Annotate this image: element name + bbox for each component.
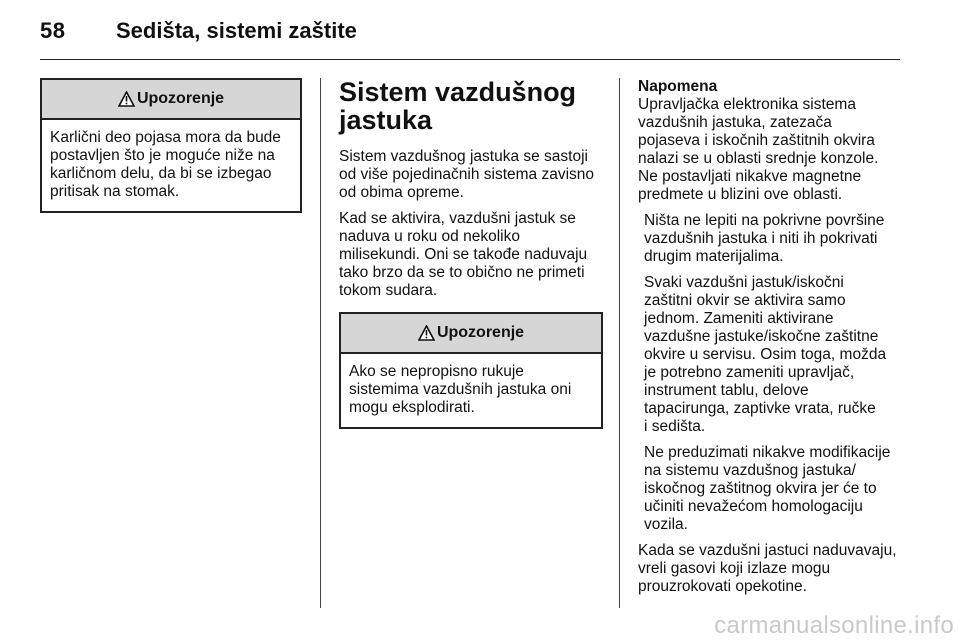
note-paragraph: Ništa ne lepiti na pokrivne površine vazdušnih jastuka i niti ih pokrivati drugim materijalima.: [644, 212, 885, 265]
page-number: 58: [40, 18, 66, 43]
warning-triangle-icon: [418, 325, 435, 341]
text-line: pritisak na stomak.: [50, 183, 180, 200]
note-indented-block: [638, 212, 910, 534]
title-line: jastuka: [339, 105, 433, 135]
running-head: Sedišta, sistemi zaštite: [116, 18, 357, 43]
header-rule: [40, 59, 900, 60]
text-line: sistemima vazdušnih jastuka oni: [349, 381, 572, 398]
section-title: [339, 78, 603, 134]
note-intro: Upravljačka elektronika sistema vazdušnih jastuka, zatezača pojaseva i iskočnih zaštitnih okvira nalazi se u oblasti srednje konzole. Ne postavljati nikakve magnetne predmete u blizini ove oblasti.: [638, 96, 879, 203]
text-line: postavljen što je moguće niže na: [50, 147, 275, 164]
warning-box-airbag: [339, 312, 603, 429]
paragraph: Kada se vazdušni jastuci naduvavaju, vreli gasovi koji izlaze mogu prouzrokovati opekotine.: [638, 542, 897, 595]
title-line: Sistem vazdušnog: [339, 77, 577, 107]
warning-text: [341, 354, 601, 427]
text-line: Karlični deo pojasa mora da bude: [50, 129, 281, 146]
paragraph: Sistem vazdušnog jastuka se sastoji od više pojedinačnih sistema zavisno od obima opreme.: [339, 148, 595, 201]
middle-column: [339, 78, 603, 429]
warning-box-header: [42, 80, 300, 120]
warning-box-seatbelt: [40, 78, 302, 213]
warning-triangle-icon: [118, 91, 135, 107]
paragraph: Kad se aktivira, vazdušni jastuk se naduva u roku od nekoliko milisekundi. Oni se takođe naduvaju tako brzo da se to obično ne primeti tokom sudara.: [339, 210, 588, 299]
text-line: karličnom delu, da bi se izbegao: [50, 165, 272, 182]
note-paragraph: Svaki vazdušni jastuk/iskočni zaštitni okvir se aktivira samo jednom. Zameniti aktivirane vazdušne jastuke/iskočne zaštitne okvire u servisu. Osim toga, možda je potrebno zameniti upravljač, instrument tablu, delove tapacirunga, zaptivke vrata, ručke i sedišta.: [644, 274, 887, 435]
left-column: [40, 78, 302, 213]
note-paragraph: Ne preduzimati nikakve modifikacije na sistemu vazdušnog jastuka/ iskočnog zaštitnog okvira jer će to učiniti nevažećom homologaciju vozila.: [644, 444, 891, 533]
column-divider-1: [320, 78, 321, 608]
warning-box-header: [341, 314, 601, 354]
watermark: carmanualsonline.info: [714, 612, 954, 639]
right-column: [638, 78, 910, 604]
text-line: Ako se nepropisno rukuje: [349, 363, 524, 380]
warning-heading: Upozorenje: [436, 324, 525, 341]
text-line: mogu eksplodirati.: [349, 399, 475, 416]
warning-text: [42, 120, 300, 211]
note-label: Napomena: [638, 78, 718, 95]
warning-heading: Upozorenje: [136, 90, 225, 107]
column-divider-2: [619, 78, 620, 608]
